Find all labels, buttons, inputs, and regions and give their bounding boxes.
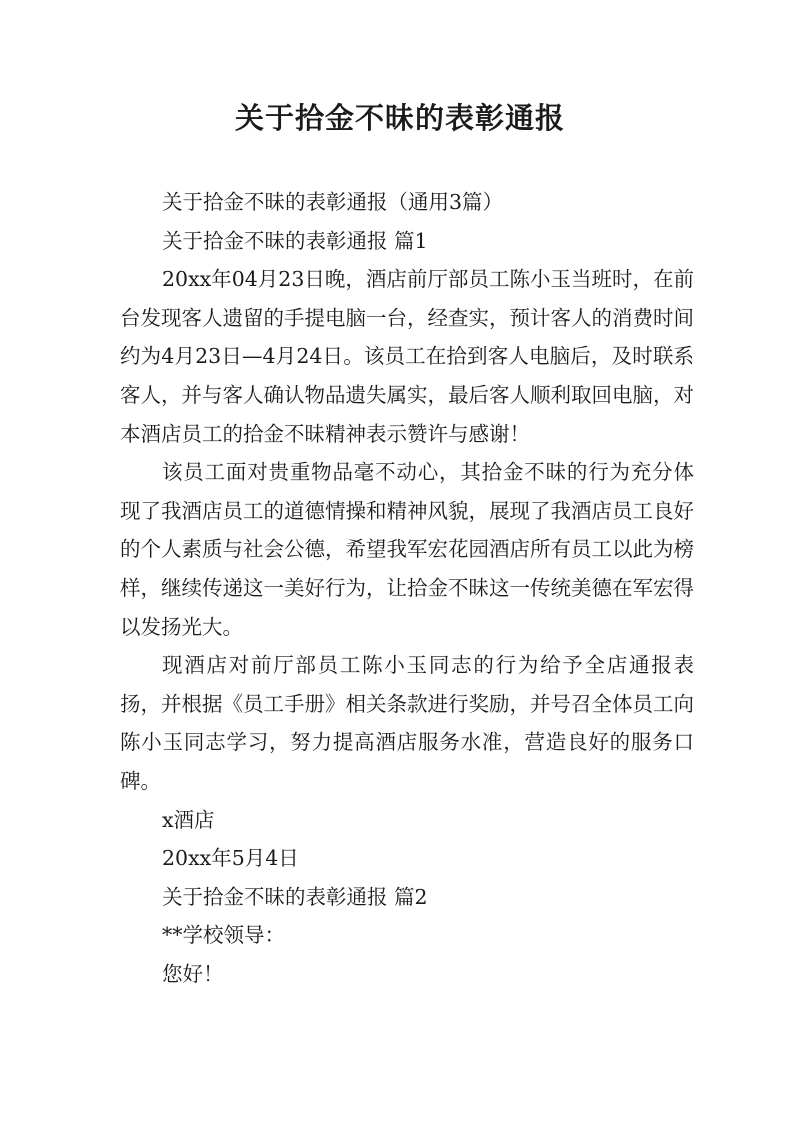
section1-heading: 关于拾金不昧的表彰通报 篇1 [162,228,428,253]
signature: x酒店 [162,807,215,832]
document-title: 关于拾金不昧的表彰通报 [234,101,565,135]
paragraph-3: 现酒店对前厅部员工陈小玉同志的行为给予全店通报表扬，并根据《员工手册》相关条款进行奖励，并号召全体员工向陈小玉同志学习，努力提高酒店服务水准，营造良好的服务口碑。 [120,653,694,793]
date: 20xx年5月4日 [162,846,299,871]
subtitle-line: 关于拾金不昧的表彰通报（通用3篇） [162,190,504,214]
greeting: 您好！ [162,961,224,986]
salutation: **学校领导： [162,923,285,948]
section2-heading: 关于拾金不昧的表彰通报 篇2 [162,884,428,909]
document-body [120,183,694,993]
paragraph-2: 该员工面对贵重物品毫不动心，其拾金不昧的行为充分体现了我酒店员工的道德情操和精神风貌，展现了我酒店员工良好的个人素质与社会公德，希望我军宏花园酒店所有员工以此为榜样，继续传递这一美好行为，让拾金不昧这一传统美德在军宏得以发扬光大。 [120,460,694,639]
paragraph-1: 20xx年04月23日晚，酒店前厅部员工陈小玉当班时，在前台发现客人遗留的手提电脑一台，经查实，预计客人的消费时间约为4月23日—4月24日。该员工在拾到客人电脑后，及时联系客人，并与客人确认物品遗失属实，最后客人顺利取回电脑，对本酒店员工的拾金不昧精神表示赞许与感谢！ [120,267,694,446]
